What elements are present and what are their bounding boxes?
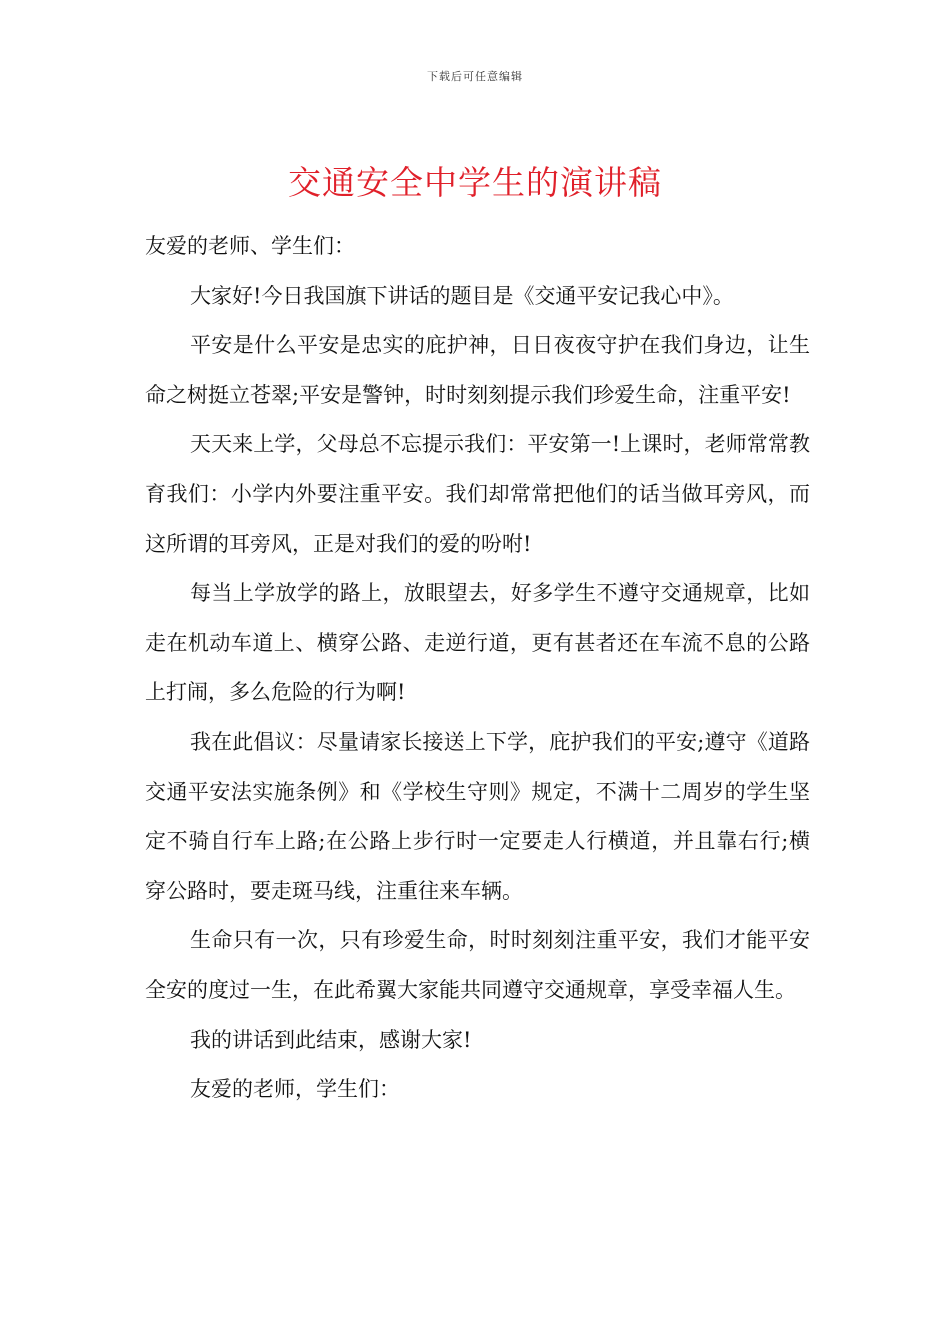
paragraph-reminders: 天天来上学，父母总不忘提示我们：平安第一!上课时，老师常常教育我们：小学内外要注重平安。我们却常常把他们的话当做耳旁风，而这所谓的耳旁风，正是对我们的爱的吩咐! [145, 432, 810, 556]
document-body [145, 222, 810, 1115]
paragraph-proposal: 我在此倡议：尽量请家长接送上下学，庇护我们的平安;遵守《道路交通平安法实施条例》和《学校生守则》规定，不满十二周岁的学生坚定不骑自行车上路;在公路上步行时一定要走人行横道，并且靠右行;横穿公路时，要走斑马线，注重往来车辆。 [145, 729, 810, 903]
document-title: 交通安全中学生的演讲稿 [288, 163, 662, 203]
paragraph-observations: 每当上学放学的路上，放眼望去，好多学生不遵守交通规章，比如走在机动车道上、横穿公路、走逆行道，更有甚者还在车流不息的公路上打闹，多么危险的行为啊! [145, 581, 810, 705]
paragraph-greeting: 大家好!今日我国旗下讲话的题目是《交通平安记我心中》。 [190, 283, 734, 308]
paragraph-safety-definition: 平安是什么平安是忠实的庇护神，日日夜夜守护在我们身边，让生命之树挺立苍翠;平安是警钟，时时刻刻提示我们珍爱生命，注重平安! [145, 333, 810, 407]
paragraph-salutation: 友爱的老师、学生们： [145, 234, 355, 258]
paragraph-closing: 我的讲话到此结束，感谢大家! [190, 1027, 472, 1052]
header-note: 下载后可任意编辑 [427, 70, 523, 83]
paragraph-conclusion: 生命只有一次，只有珍爱生命，时时刻刻注重平安，我们才能平安全安的度过一生，在此希翼大家能共同遵守交通规章，享受幸福人生。 [145, 928, 810, 1002]
paragraph-salutation-repeat: 友爱的老师，学生们： [190, 1077, 400, 1102]
